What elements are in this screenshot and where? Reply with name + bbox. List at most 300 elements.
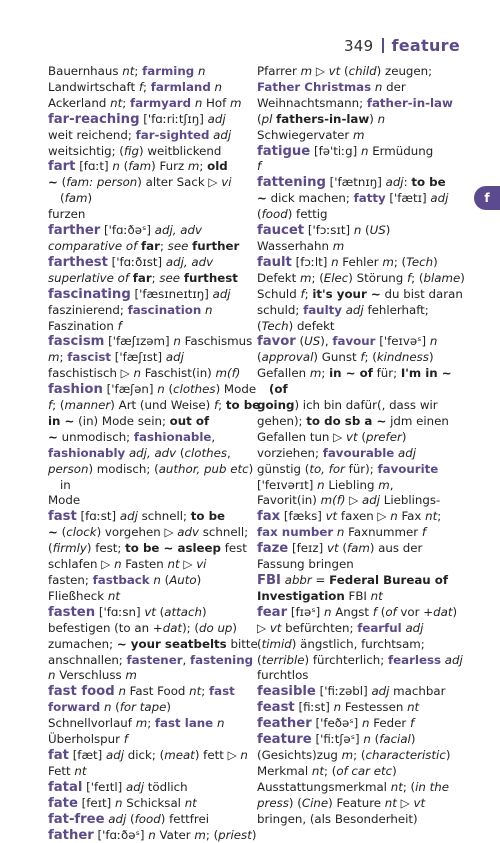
dictionary-line [257,462,473,478]
page-number: 349 [344,37,374,55]
entry-text: ( [111,700,119,714]
derived-headword: fascist [67,350,111,364]
dictionary-line [257,80,473,96]
entry-text: ; ( [52,398,64,412]
entry-text: ( [257,350,262,364]
grammar-label: child [349,64,377,78]
entry-text: für); [345,462,378,476]
grammar-label: m(f) [321,493,346,507]
grammar-label: nt [371,589,383,603]
bold-phrase: to be ~ asleep [125,541,221,555]
dictionary-line [257,541,473,557]
grammar-label: adj [126,780,144,794]
dictionary-line [48,541,264,557]
bold-phrase: in ~ of [329,366,373,380]
grammar-label: n [378,112,385,126]
grammar-label: n [153,573,160,587]
grammar-label: f [118,319,122,333]
bold-phrase: it's your ~ [312,287,380,301]
grammar-label: adj [166,350,184,364]
dictionary-line [257,780,473,796]
dictionary-line [48,96,264,112]
entry-text: Festessen [341,700,407,714]
entry-text: ( [176,446,184,460]
entry-text: Liebling [325,478,379,492]
dictionary-line [257,493,473,509]
grammar-label: author, pub etc [159,462,249,476]
entry-text: Defekt [257,271,300,285]
entry-text: ( [161,573,169,587]
entry-text: ['fæʃɪzəm] [104,334,173,348]
dictionary-line [257,764,473,780]
dictionary-line [257,144,473,160]
entry-text: (Gesichts)zug [257,748,342,762]
entry-text: ['feɪvərɪt] [257,478,317,492]
headword: faze [257,541,288,556]
grammar-label: n [215,80,222,94]
entry-text: ; ( [394,255,406,269]
dictionary-line [48,350,264,366]
entry-text: befestigen (to an + [48,621,163,635]
grammar-label: for tape [120,700,167,714]
entry-text: ) fest; [87,541,125,555]
grammar-label: priest [218,828,252,842]
dictionary-line [257,223,473,239]
left-column [48,64,264,843]
grammar-label: n [217,716,224,730]
dictionary-line [257,557,473,573]
grammar-label: adj [430,191,448,205]
grammar-label: n [354,223,361,237]
dictionary-line [257,637,473,653]
headword: fault [257,255,292,270]
entry-text: ( [58,175,66,189]
entry-text: faxen ▷ [337,509,390,523]
entry-text: Fax [398,509,425,523]
entry-text: faschistisch ▷ [48,366,134,380]
grammar-label: adj [371,684,389,698]
entry-text: ) [232,621,237,635]
grammar-label: m [194,828,206,842]
dictionary-line [48,398,264,414]
entry-text: ['fætnɪŋ] [326,175,386,189]
dictionary-line [257,509,473,525]
entry-text: Mode [48,493,80,507]
entry-text: ; [152,271,160,285]
headword: fasten [48,605,95,620]
entry-text: ) modisch; ( [88,462,158,476]
entry-text: Fassung bringen [257,557,354,571]
bold-phrase: ~ [257,191,267,205]
headword: fashion [48,382,103,397]
entry-text: ), [320,334,332,348]
grammar-label: adv [177,525,199,539]
entry-text: der [382,80,405,94]
bold-phrase: out of [170,414,210,428]
grammar-label: pl [262,112,273,126]
entry-text: ; [143,80,151,94]
entry-text: Schuld [257,287,300,301]
entry-text: ▷ [257,621,270,635]
entry-text: Faschist(in) [141,366,216,380]
grammar-label: m [125,668,137,682]
entry-text: schlafen ▷ [48,557,114,571]
dictionary-line [257,191,473,207]
dictionary-line [257,334,473,350]
dictionary-line [48,525,264,541]
dictionary-line [257,159,473,175]
dictionary-line [48,780,264,796]
bold-phrase: ~ [48,175,58,189]
dictionary-line [257,128,473,144]
headword: feast [257,700,295,715]
grammar-label: fam [347,541,370,555]
entry-text: ) [433,255,438,269]
entry-text: dick machen; [267,191,354,205]
entry-text: Hof [202,96,230,110]
entry-text: ( [120,159,128,173]
headword: FBI [257,573,281,588]
grammar-label: nt [110,96,122,110]
entry-text: für; [373,366,401,380]
grammar-label: n [331,255,338,269]
entry-text: weitsichtig; ( [48,144,124,158]
grammar-label: m [310,366,322,380]
entry-text: ) fürchterlich; [305,653,389,667]
grammar-label: vt [413,796,425,810]
grammar-label: n [148,828,155,842]
dictionary-line [257,430,473,446]
dictionary-line [257,732,473,748]
grammar-label: dat [163,621,182,635]
grammar-label: person [48,462,88,476]
entry-text: [fɑːt] [75,159,112,173]
grammar-label: f [407,271,411,285]
entry-text: ) Störung [348,271,407,285]
entry-text: zumachen; [48,637,117,651]
grammar-label: prefer [366,430,402,444]
entry-text: Gefallen [257,366,310,380]
entry-text: ( [257,653,262,667]
entry-text: ['fætɪ] [386,191,431,205]
grammar-label: terrible [262,653,305,667]
entry-text: Gefallen tun ▷ [257,430,346,444]
headword: farther [48,223,100,238]
headword: fate [48,796,78,811]
grammar-label: fig [124,144,139,158]
grammar-label: manner [64,398,110,412]
headword: favor [257,334,296,349]
dictionary-line [48,557,264,573]
dictionary-line [257,573,473,589]
entry-text: ▷ [312,64,329,78]
grammar-label: adj [362,493,380,507]
derived-headword: fashionable [134,430,212,444]
dictionary-line [48,319,264,335]
grammar-label: attach [164,605,202,619]
grammar-label: characteristic [366,748,446,762]
bold-phrase: fathers-in-law [276,112,369,126]
grammar-label: m [333,239,345,253]
entry-text: : [404,175,412,189]
entry-text: ; [201,684,209,698]
grammar-label: n [114,557,121,571]
grammar-label: n [362,716,369,730]
entry-text: ) Gunst [313,350,360,364]
bold-phrase: to do sb a ~ [306,414,386,428]
guide-word: feature [392,36,461,55]
entry-text: anschnallen; [48,653,127,667]
grammar-label: f [139,80,143,94]
grammar-label: adj [208,112,226,126]
entry-text: [feɪz] [288,541,327,555]
grammar-label: of car etc [336,764,392,778]
grammar-label: n [48,668,55,682]
dictionary-line [48,605,264,621]
dictionary-line [48,637,264,653]
grammar-label: Tech [406,255,433,269]
entry-text: ['fɔːsɪt] [304,223,354,237]
grammar-label: n [390,509,397,523]
dictionary-line [257,589,473,605]
grammar-label: n [363,732,370,746]
entry-text: ['fɑːðəˢ] [94,828,148,842]
dictionary-line [257,668,473,684]
grammar-label: adj [213,128,231,142]
dictionary-line [48,668,264,684]
entry-text: ) ( [289,796,302,810]
entry-text: ) [386,223,391,237]
entry-text: Bauernhaus [48,64,122,78]
entry-text: schuld; [257,303,303,317]
derived-headword: favour [332,334,375,348]
dictionary-line [48,748,264,764]
entry-text: Lieblings- [380,493,440,507]
entry-text: ( [361,223,369,237]
grammar-label: Cine [302,796,328,810]
grammar-label: n [134,366,141,380]
grammar-label: vt [346,430,358,444]
dictionary-line [48,382,264,398]
derived-headword: fast [209,684,235,698]
entry-text: ) Furz [151,159,188,173]
entry-text: weit reichend; [48,128,136,142]
grammar-label: fam: person [66,175,137,189]
entry-text: Schwiegervater [257,128,353,142]
grammar-label: nt [108,589,120,603]
entry-text: ['fæsɪneɪtɪŋ] [131,287,213,301]
dictionary-line [257,605,473,621]
entry-text: ( [339,541,347,555]
dictionary-line [257,653,473,669]
dictionary-line [48,366,264,382]
entry-text: ; ( [206,828,218,842]
entry-text: FBI [345,589,371,603]
entry-text: ) fett ▷ [195,748,241,762]
entry-text: [fiːst] [295,700,334,714]
derived-headword: far-sighted [136,128,210,142]
grammar-label: blame [424,271,461,285]
grammar-label: fam [65,191,88,205]
entry-text: , [183,653,191,667]
entry-text: ; ( [311,271,323,285]
grammar-label: firmly [53,541,87,555]
entry-text: ['fæʃən] [103,382,157,396]
entry-text: ) [452,605,457,619]
dictionary-line [48,684,264,700]
derived-headword: father-in-law [367,96,453,110]
grammar-label: fam [128,159,151,173]
entry-text: ; ( [365,350,377,364]
entry-text: ['fæʃɪst] [111,350,166,364]
entry-text: jdm einen [386,414,449,428]
entry-text: ( [58,525,66,539]
entry-text: ['fɑːriːtʃɪŋ] [140,112,208,126]
grammar-label: n [104,700,111,714]
dictionary-line [257,446,473,462]
dictionary-line [257,812,473,828]
entry-text: fehlerhaft; [364,303,429,317]
entry-text: Faxnummer [344,525,421,539]
entry-text: faszinierend; [48,303,128,317]
entry-text: machbar [389,684,445,698]
grammar-label: US [304,334,320,348]
entry-text: fasten; [48,573,93,587]
dictionary-line [48,653,264,669]
grammar-label: vt [326,509,338,523]
entry-text: ; [218,398,226,412]
grammar-label: n [198,64,205,78]
derived-headword: fast lane [155,716,213,730]
grammar-label: press [257,796,289,810]
bold-phrase: ~ your seatbelts [117,637,227,651]
bold-phrase: old [207,159,228,173]
dictionary-line [48,700,264,716]
bold-phrase: in ~ [48,414,74,428]
bold-phrase: Investigation [257,589,345,603]
entry-text: Wasserhahn [257,239,333,253]
grammar-label: adj [398,446,416,460]
entry-text: [fæt] [69,748,106,762]
dictionary-line [48,271,264,287]
grammar-label: m [342,748,354,762]
grammar-label: nt [74,764,86,778]
grammar-label: food [135,812,161,826]
dictionary-line [257,398,473,414]
grammar-label: f [410,716,414,730]
entry-text: Schicksal [123,796,185,810]
derived-headword: fax number [257,525,333,539]
dictionary-line [48,828,264,843]
entry-text: vorziehen; [257,446,323,460]
entry-text: ['feɪvəˢ] [376,334,430,348]
grammar-label: nt [189,684,201,698]
entry-text: Ausstattungsmerkmal [257,780,391,794]
bold-phrase: far [133,271,152,285]
dictionary-line [257,796,473,812]
dictionary-line [48,493,264,509]
entry-text: ) in [60,462,253,492]
dictionary-line [48,239,264,255]
grammar-label: m [48,350,60,364]
entry-text: Ackerland [48,96,110,110]
dictionary-line [48,223,264,239]
grammar-label: m [230,96,242,110]
grammar-label: vt [327,541,339,555]
grammar-label: timid [262,637,292,651]
bold-phrase: further [192,239,239,253]
dictionary-line [257,700,473,716]
dictionary-line [257,255,473,271]
bold-phrase: ~ [48,525,58,539]
entry-text: ( [60,191,65,205]
grammar-label: n [324,605,331,619]
grammar-label: approval [262,350,314,364]
entry-text: bitte [227,637,258,651]
entry-text: ) [166,700,171,714]
dictionary-line [257,748,473,764]
dictionary-line [48,430,264,446]
grammar-label: clock [66,525,96,539]
entry-text: ) [429,350,434,364]
entry-text: ; ( [411,271,423,285]
entry-text: Faszination [48,319,118,333]
entry-text: ) [411,732,416,746]
entry-text: ) ängstlich, furchtsam; [292,637,425,651]
entry-text: befürchten; [281,621,357,635]
grammar-label: of [385,605,396,619]
entry-text: Pfarrer [257,64,301,78]
dictionary-line [257,319,473,335]
dictionary-line [48,303,264,319]
entry-text: ( [358,430,366,444]
grammar-label: adj [120,509,138,523]
grammar-label: n [157,382,164,396]
grammar-label: vt [329,64,341,78]
headword: fascinating [48,287,131,302]
entry-text: ) alter Sack ▷ [137,175,221,189]
grammar-label: see [159,271,180,285]
grammar-label: clothes [185,446,228,460]
grammar-label: nt [391,780,403,794]
entry-text: ['feðəˢ] [312,716,362,730]
headword: fatigue [257,144,310,159]
grammar-label: nt [407,700,419,714]
bold-phrase: ~ [48,430,58,444]
derived-headword: farmyard [130,96,191,110]
grammar-label: n [173,334,180,348]
entry-text: ['fiːzəbl] [316,684,372,698]
entry-text: Fasten [122,557,168,571]
grammar-label: nt [425,509,437,523]
dictionary-line [48,159,264,175]
dictionary-line [48,621,264,637]
entry-text: schnell; [199,525,248,539]
grammar-label: vi [196,557,206,571]
derived-headword: farming [142,64,194,78]
grammar-label: adj, adv [155,223,202,237]
entry-text: ) [252,828,257,842]
dictionary-line [48,764,264,780]
entry-text: vor + [397,605,433,619]
grammar-label: n [361,144,368,158]
headword: fatal [48,780,82,795]
grammar-label: Tech [262,319,289,333]
grammar-label: n [334,700,341,714]
grammar-label: adj [108,812,126,826]
grammar-label: n [430,334,437,348]
headword: fax [257,509,280,524]
